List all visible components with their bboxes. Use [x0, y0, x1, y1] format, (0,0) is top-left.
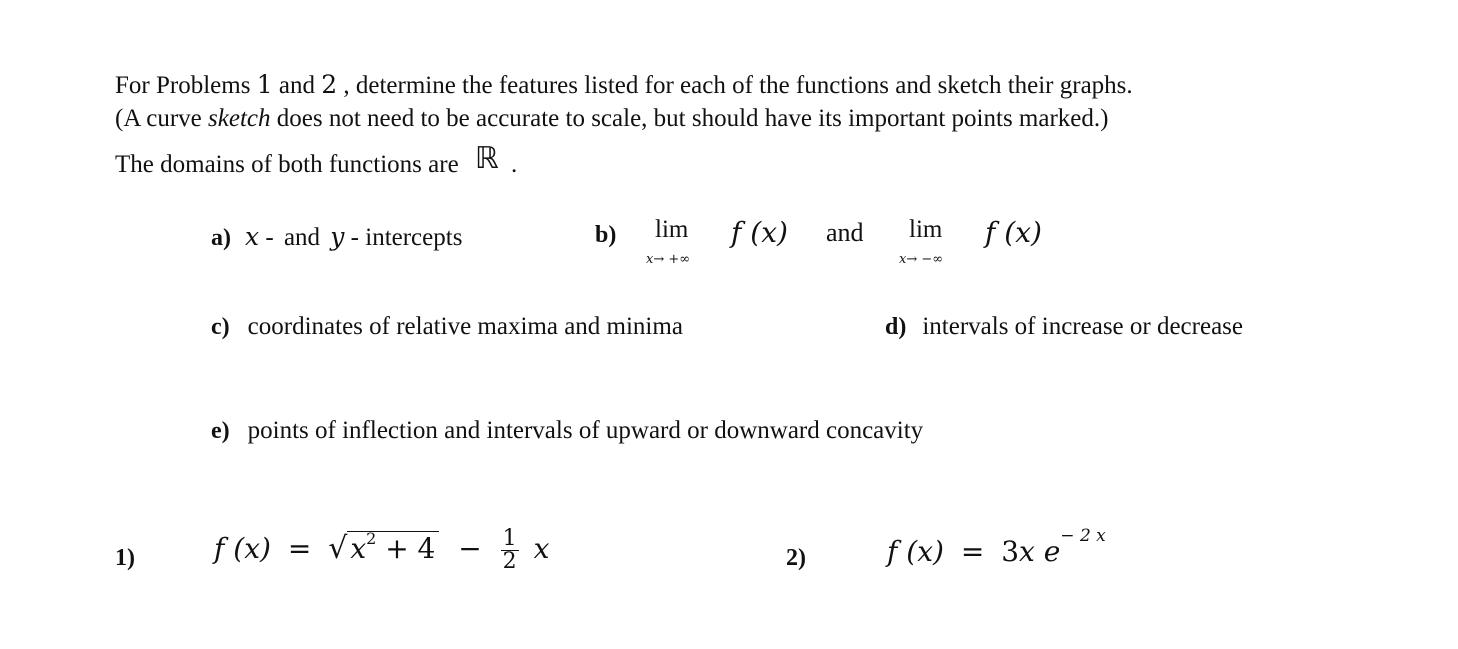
fraction-numerator: 1: [502, 526, 517, 551]
limit-subscript: x→ −∞: [899, 252, 944, 267]
feature-label: b): [595, 222, 617, 248]
feature-text: - intercepts: [344, 224, 463, 251]
period: .: [510, 151, 518, 178]
var-x: x: [245, 222, 260, 251]
fraction-denominator: 2: [502, 549, 517, 574]
var-x: x: [350, 532, 367, 565]
var-y: y: [330, 222, 345, 251]
intro-text: The domains of both functions are: [115, 151, 459, 178]
exponent: 2: [366, 528, 377, 548]
radicand-rest: + 4: [376, 532, 436, 565]
problem-label: 1): [115, 545, 135, 571]
intro-text: does not need to be accurate to scale, but should have its important points marked.): [270, 105, 1109, 132]
function-expression: f (x): [731, 216, 788, 249]
problem-label: 2): [786, 545, 806, 571]
coefficient: 3: [1001, 535, 1020, 568]
intro-text: and: [272, 72, 322, 99]
lim-operator: lim: [909, 216, 943, 243]
function-expression: f (x): [985, 216, 1042, 249]
feature-label: e): [211, 418, 230, 444]
feature-b-and: [826, 218, 864, 248]
limit-minus-sub: [899, 252, 943, 267]
intro-line-1: [115, 68, 1133, 103]
sqrt: [328, 528, 439, 566]
feature-text: and: [283, 224, 321, 251]
minus-sign: −: [458, 532, 482, 565]
intro-line-2: [115, 102, 1108, 136]
feature-text: coordinates of relative maxima and minima: [247, 313, 683, 340]
problem-2-equation: [887, 525, 1106, 568]
intro-text: (A curve: [115, 105, 209, 132]
var-x: x: [1019, 535, 1035, 568]
radical-sign: √: [328, 531, 348, 566]
reals-symbol: ℝ: [474, 141, 499, 176]
function-lhs: f (x): [887, 535, 944, 568]
feature-c: [211, 313, 683, 341]
equals-sign: =: [287, 532, 312, 565]
limit-minus: [909, 216, 942, 244]
limit-plus-func: [731, 216, 788, 249]
feature-e: [211, 417, 923, 445]
feature-d: [885, 313, 1243, 341]
limit-minus-func: [985, 216, 1042, 249]
limit-plus: [655, 216, 688, 244]
fraction-one-half: [501, 528, 519, 573]
feature-b: [595, 222, 616, 249]
feature-text: intervals of increase or decrease: [922, 313, 1243, 340]
intro-text: , determine the features listed for each of the functions and sketch their graphs.: [337, 72, 1133, 99]
emphasis-sketch: sketch: [208, 105, 271, 132]
intro-line-3: [115, 141, 518, 182]
feature-label: d): [885, 314, 907, 340]
feature-label: a): [211, 225, 231, 251]
exponent: − 2 x: [1060, 525, 1106, 546]
problem-1-equation: [214, 528, 549, 573]
problem-1-label: [115, 545, 135, 572]
feature-text: -: [259, 224, 280, 251]
feature-text: and: [826, 218, 864, 247]
equals-sign: =: [960, 535, 985, 568]
lim-operator: lim: [655, 216, 689, 243]
feature-label: c): [211, 314, 230, 340]
problem-number-ref: 1: [256, 70, 273, 99]
intro-text: For Problems: [115, 72, 257, 99]
feature-a: [211, 222, 462, 252]
var-x: x: [533, 532, 550, 565]
problem-2-label: [786, 545, 806, 572]
limit-plus-sub: [646, 252, 690, 267]
problem-number-ref: 2: [321, 70, 338, 99]
function-lhs: f (x): [214, 532, 271, 565]
limit-subscript: x→ +∞: [646, 252, 691, 267]
feature-text: points of inflection and intervals of upward or downward concavity: [247, 417, 924, 444]
euler-e: e: [1043, 535, 1061, 568]
